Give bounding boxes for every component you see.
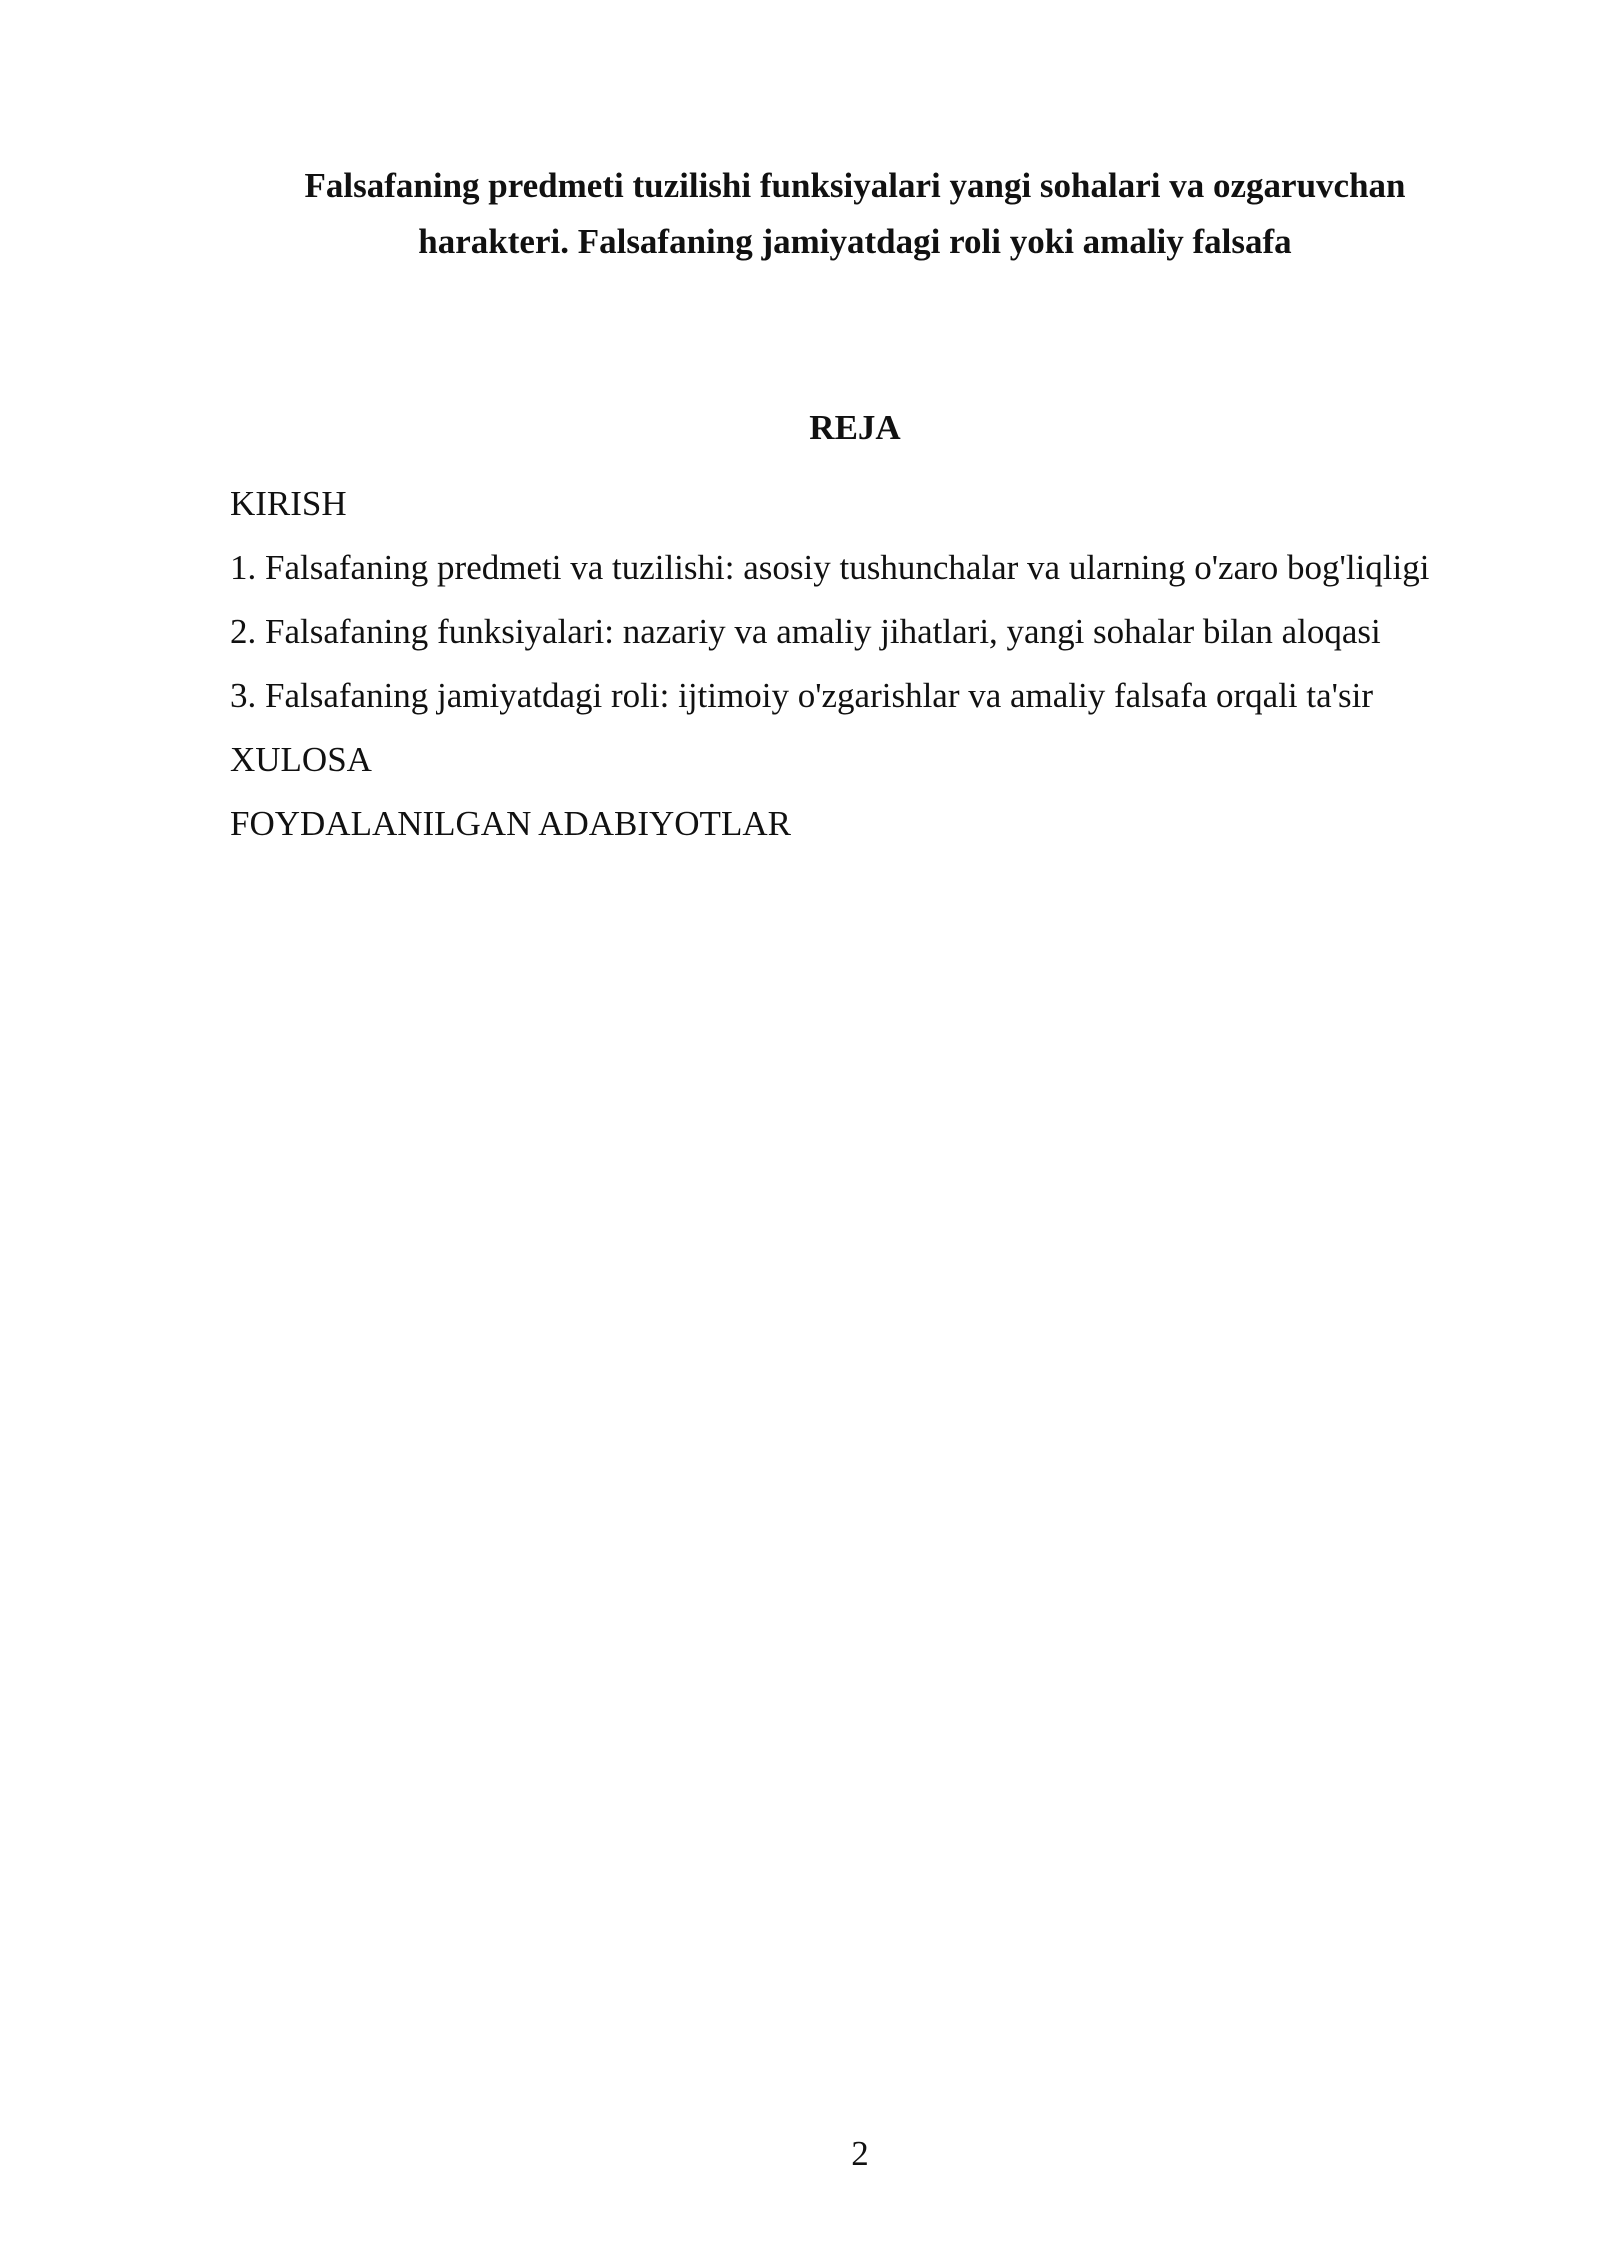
- plan-item-conclusion: XULOSA: [230, 740, 372, 779]
- title-line-2: harakteri. Falsafaning jamiyatdagi roli yoki amaliy falsafa: [418, 222, 1292, 261]
- plan-item-1: 1. Falsafaning predmeti va tuzilishi: asosiy tushunchalar va ularning o'zaro bog'liqligi: [230, 548, 1430, 587]
- plan-heading: REJA: [809, 408, 901, 447]
- title-line-1: Falsafaning predmeti tuzilishi funksiyalari yangi sohalari va ozgaruvchan: [304, 166, 1406, 205]
- plan-item-introduction: KIRISH: [230, 484, 347, 523]
- page-number: 2: [851, 2134, 869, 2173]
- document-title: [230, 158, 1480, 270]
- plan-item-references: FOYDALANILGAN ADABIYOTLAR: [230, 804, 791, 843]
- plan-item-2: 2. Falsafaning funksiyalari: nazariy va amaliy jihatlari, yangi sohalar bilan aloqasi: [230, 612, 1381, 651]
- plan-list: [230, 476, 1500, 860]
- plan-item-3: 3. Falsafaning jamiyatdagi roli: ijtimoiy o'zgarishlar va amaliy falsafa orqali ta'sir: [230, 676, 1373, 715]
